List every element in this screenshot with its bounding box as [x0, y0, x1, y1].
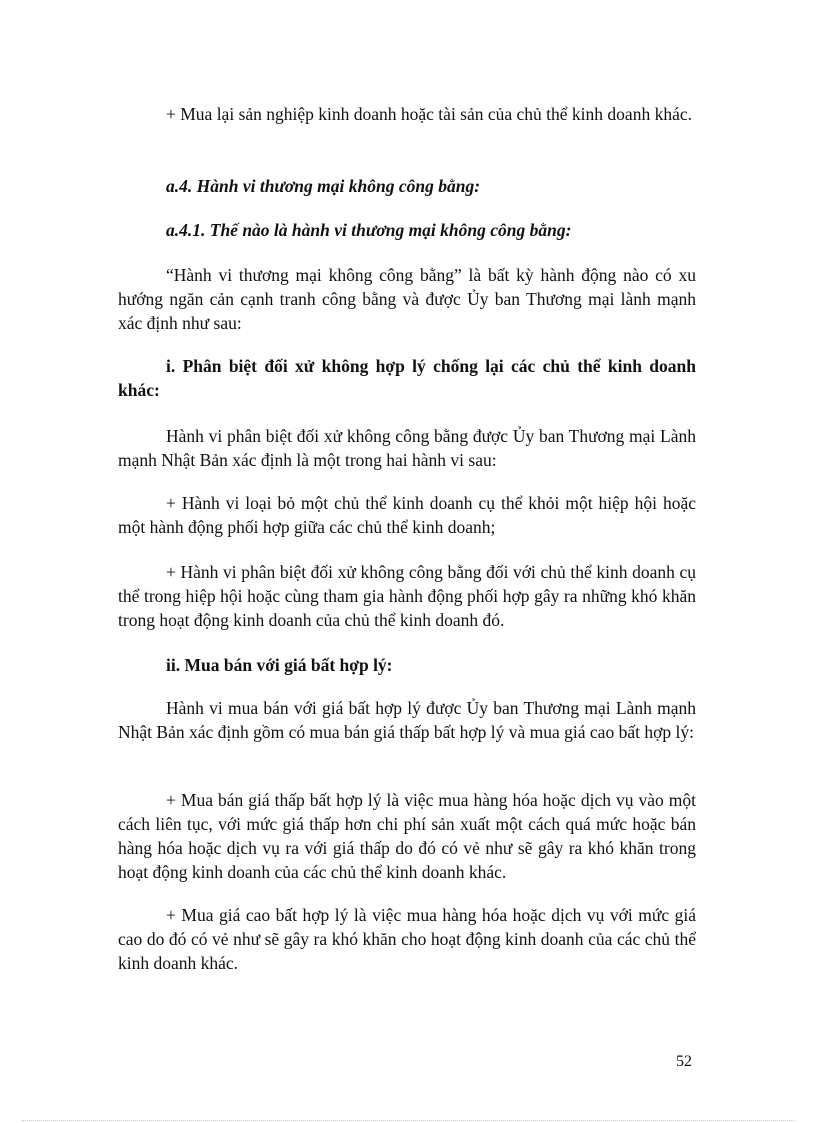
paragraph-definition: “Hành vi thương mại không công bằng” là bất kỳ hành động nào có xu hướng ngăn cản cạnh tranh công bằng và được Ủy ban Thương mại lành mạnh xác định như sau: — [118, 265, 696, 333]
subheading-unreasonable-price: ii. Mua bán với giá bất hợp lý: — [166, 655, 393, 675]
paragraph-price-intro: Hành vi mua bán với giá bất hợp lý được Ủy ban Thương mại Lành mạnh Nhật Bản xác định gồm có mua bán giá thấp bất hợp lý và mua giá cao bất hợp lý: — [118, 698, 696, 742]
paragraph-acquisition: + Mua lại sản nghiệp kinh doanh hoặc tài sản của chủ thể kinh doanh khác. — [166, 104, 692, 124]
page-number: 52 — [676, 1053, 692, 1070]
subheading-discrimination: i. Phân biệt đối xử không hợp lý chống lại các chủ thể kinh doanh khác: — [118, 356, 696, 400]
paragraph-exclusion: + Hành vi loại bỏ một chủ thể kinh doanh cụ thể khỏi một hiệp hội hoặc một hành động phối hợp giữa các chủ thể kinh doanh; — [118, 493, 696, 537]
paragraph-low-price: + Mua bán giá thấp bất hợp lý là việc mua hàng hóa hoặc dịch vụ vào một cách liên tục, với mức giá thấp hơn chi phí sản xuất một cách quá mức hoặc bán hàng hóa hoặc dịch vụ ra với giá thấp do đó có vẻ như sẽ gây ra khó khăn trong hoạt động kinh doanh của các chủ thể kinh doanh khác. — [118, 790, 696, 882]
page-bottom-border — [22, 1120, 794, 1121]
paragraph-discrimination-intro: Hành vi phân biệt đối xử không công bằng được Ủy ban Thương mại Lành mạnh Nhật Bản xác định là một trong hai hành vi sau: — [118, 426, 696, 470]
section-heading-a4: a.4. Hành vi thương mại không công bằng: — [166, 176, 481, 196]
paragraph-unfair-treatment: + Hành vi phân biệt đối xử không công bằng đối với chủ thể kinh doanh cụ thể trong hiệp hội hoặc cùng tham gia hành động phối hợp gây ra những khó khăn trong hoạt động kinh doanh của chủ thể kinh doanh đó. — [118, 562, 696, 630]
paragraph-high-price: + Mua giá cao bất hợp lý là việc mua hàng hóa hoặc dịch vụ với mức giá cao do đó có vẻ như sẽ gây ra khó khăn cho hoạt động kinh doanh của các chủ thể kinh doanh khác. — [118, 905, 696, 973]
section-heading-a41: a.4.1. Thế nào là hành vi thương mại không công bằng: — [166, 220, 572, 240]
